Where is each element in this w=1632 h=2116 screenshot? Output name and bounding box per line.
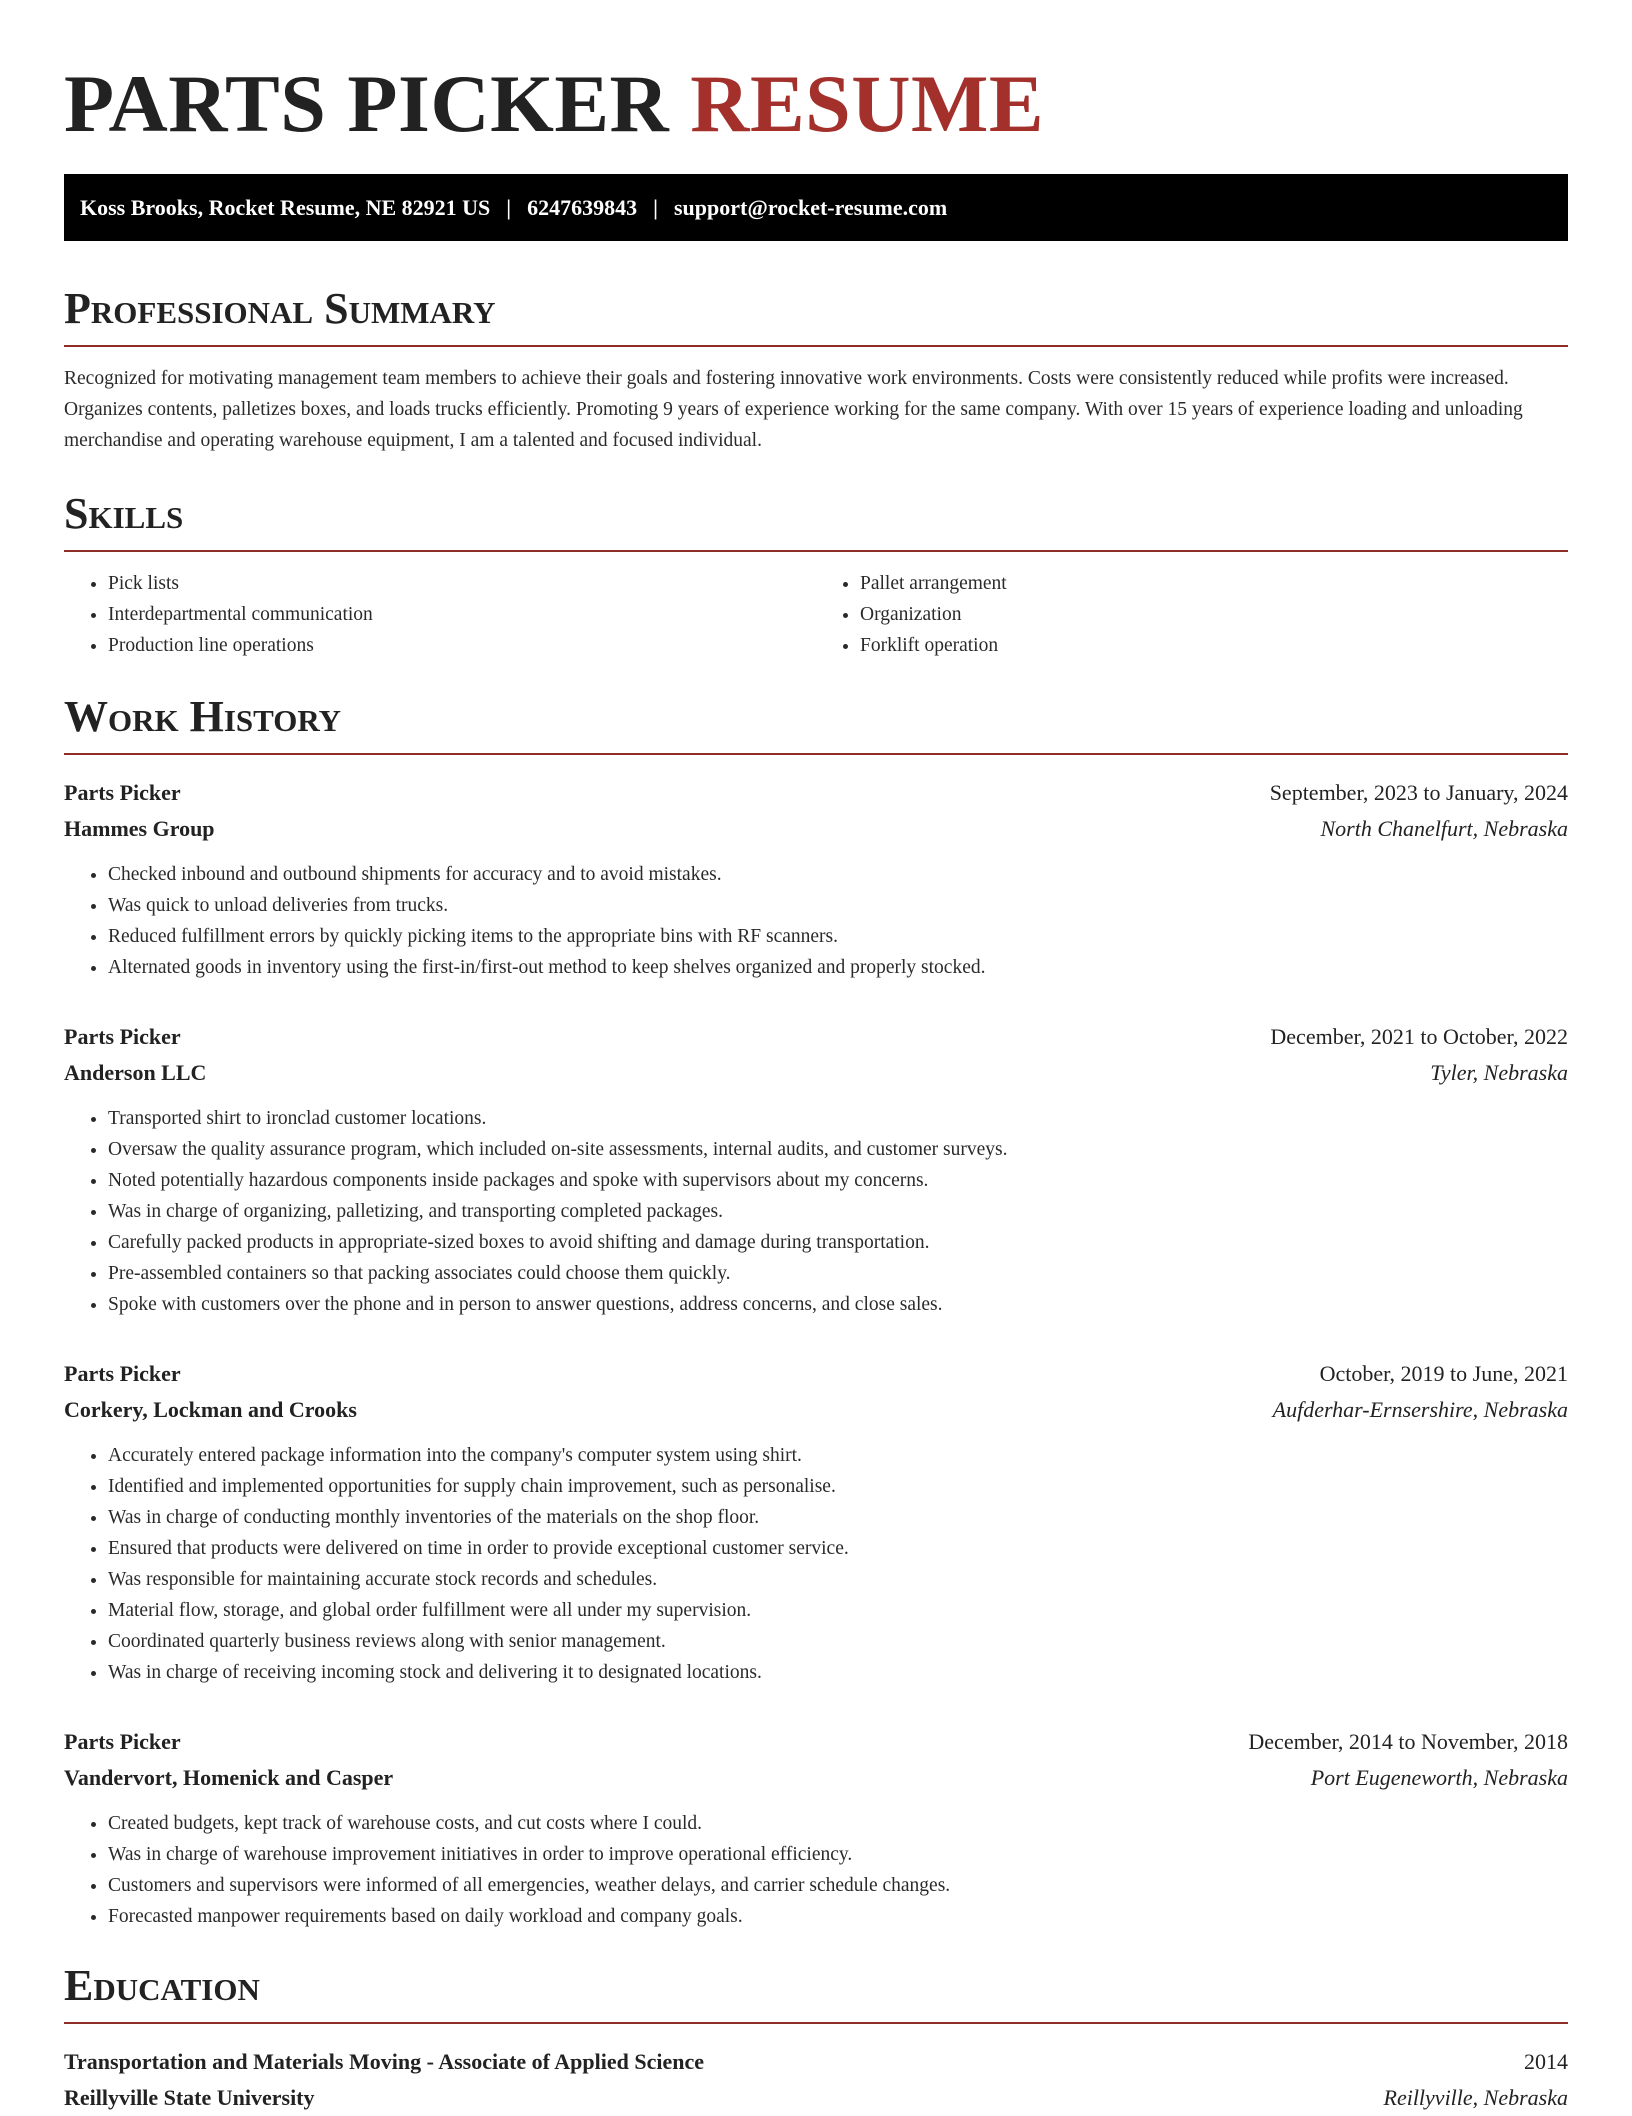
list-item: • Noted potentially hazardous components inside packages and spoke with supervisors about my concerns. (108, 1165, 1568, 1196)
job-entry (64, 1724, 1568, 1932)
job-duties-list (64, 1103, 1568, 1320)
job-duties-list (64, 859, 1568, 983)
education-row (64, 2080, 1568, 2116)
contact-separator: | (506, 194, 512, 220)
section-heading-work-history: Work History (64, 693, 1568, 755)
list-item: • Spoke with customers over the phone and in person to answer questions, address concerns, and close sales. (108, 1289, 1568, 1320)
list-item: • Ensured that products were delivered on time in order to provide exceptional customer service. (108, 1533, 1568, 1564)
list-item: • Was in charge of warehouse improvement initiatives in order to improve operational efficiency. (108, 1839, 1568, 1870)
list-item: • Accurately entered package information into the company's computer system using shirt. (108, 1440, 1568, 1471)
job-title: Parts Picker (64, 1729, 181, 1754)
list-item: • Reduced fulfillment errors by quickly picking items to the appropriate bins with RF scanners. (108, 921, 1568, 952)
contact-bar (64, 174, 1568, 241)
list-item: • Was responsible for maintaining accurate stock records and schedules. (108, 1564, 1568, 1595)
title-accent: RESUME (690, 58, 1045, 149)
job-company: Anderson LLC (64, 1060, 207, 1085)
contact-address: Koss Brooks, Rocket Resume, NE 82921 US (80, 194, 491, 220)
skills-grid (64, 568, 1568, 661)
job-location: Aufderhar-Ernsershire, Nebraska (1272, 1397, 1568, 1422)
education-row (64, 2044, 1568, 2080)
job-title: Parts Picker (64, 1361, 181, 1386)
job-entry (64, 775, 1568, 983)
education-location: Reillyville, Nebraska (1383, 2085, 1568, 2110)
list-item: • Forklift operation (860, 630, 1568, 661)
job-company: Hammes Group (64, 816, 215, 841)
jobs-list (64, 775, 1568, 1932)
section-heading-skills: Skills (64, 490, 1568, 552)
job-header-row (64, 1019, 1568, 1055)
list-item: • Checked inbound and outbound shipments for accuracy and to avoid mistakes. (108, 859, 1568, 890)
list-item: • Transported shirt to ironclad customer locations. (108, 1103, 1568, 1134)
list-item: • Oversaw the quality assurance program, which included on-site assessments, internal audits, and customer surveys. (108, 1134, 1568, 1165)
title-main: PARTS PICKER (64, 58, 670, 149)
job-header-row (64, 1724, 1568, 1760)
education-section (64, 1962, 1568, 2116)
list-item: • Identified and implemented opportunities for supply chain improvement, such as personalise. (108, 1471, 1568, 1502)
resume-title (64, 56, 1568, 152)
job-location: North Chanelfurt, Nebraska (1320, 816, 1568, 841)
section-heading-education: Education (64, 1962, 1568, 2024)
skills-list-right (816, 568, 1568, 661)
job-location: Port Eugeneworth, Nebraska (1310, 1765, 1568, 1790)
list-item: • Carefully packed products in appropriate-sized boxes to avoid shifting and damage during transportation. (108, 1227, 1568, 1258)
contact-separator: | (653, 194, 658, 220)
list-item: • Created budgets, kept track of warehouse costs, and cut costs where I could. (108, 1808, 1568, 1839)
education-year: 2014 (1524, 2049, 1568, 2074)
list-item: • Was in charge of organizing, palletizing, and transporting completed packages. (108, 1196, 1568, 1227)
job-company-row (64, 1760, 1568, 1796)
list-item: • Alternated goods in inventory using the first-in/first-out method to keep shelves organized and properly stocked. (108, 952, 1568, 983)
list-item: • Production line operations (108, 630, 816, 661)
job-title: Parts Picker (64, 780, 181, 805)
job-header-row (64, 775, 1568, 811)
job-header-row (64, 1356, 1568, 1392)
list-item: • Was in charge of conducting monthly inventories of the materials on the shop floor. (108, 1502, 1568, 1533)
summary-section (64, 285, 1568, 456)
job-dates: December, 2014 to November, 2018 (1248, 1729, 1568, 1754)
contact-email: support@rocket-resume.com (674, 194, 948, 220)
education-degree: Transportation and Materials Moving - Associate of Applied Science (64, 2049, 705, 2074)
list-item: • Pre-assembled containers so that packing associates could choose them quickly. (108, 1258, 1568, 1289)
summary-text: Recognized for motivating management team members to achieve their goals and fostering innovative work environments. Costs were consistently reduced while profits were increased. Organizes contents, palletizes boxes, and loads trucks efficiently. Promoting 9 years of experience working for the same company. With over 15 years of experience loading and unloading merchandise and operating warehouse equipment, I am a talented and focused individual. (64, 368, 1523, 451)
list-item: • Coordinated quarterly business reviews along with senior management. (108, 1626, 1568, 1657)
job-company: Corkery, Lockman and Crooks (64, 1397, 357, 1422)
job-company: Vandervort, Homenick and Casper (64, 1765, 394, 1790)
skills-list-left (64, 568, 816, 661)
contact-phone: 6247639843 (527, 194, 638, 220)
list-item: • Pallet arrangement (860, 568, 1568, 599)
list-item: • Forecasted manpower requirements based on daily workload and company goals. (108, 1901, 1568, 1932)
job-company-row (64, 1055, 1568, 1091)
education-school: Reillyville State University (64, 2085, 315, 2110)
skills-section (64, 490, 1568, 661)
section-heading-summary: Professional Summary (64, 285, 1568, 347)
education-entry (64, 2044, 1568, 2116)
list-item: • Interdepartmental communication (108, 599, 816, 630)
job-dates: October, 2019 to June, 2021 (1319, 1361, 1568, 1386)
job-dates: December, 2021 to October, 2022 (1270, 1024, 1568, 1049)
job-entry (64, 1019, 1568, 1320)
work-history-section (64, 693, 1568, 1932)
job-duties-list (64, 1440, 1568, 1688)
list-item: • Was in charge of receiving incoming stock and delivering it to designated locations. (108, 1657, 1568, 1688)
list-item: • Material flow, storage, and global order fulfillment were all under my supervision. (108, 1595, 1568, 1626)
list-item: • Was quick to unload deliveries from trucks. (108, 890, 1568, 921)
list-item: • Pick lists (108, 568, 816, 599)
job-company-row (64, 1392, 1568, 1428)
list-item: • Customers and supervisors were informed of all emergencies, weather delays, and carrier schedule changes. (108, 1870, 1568, 1901)
job-company-row (64, 811, 1568, 847)
job-title: Parts Picker (64, 1024, 181, 1049)
job-dates: September, 2023 to January, 2024 (1269, 780, 1568, 805)
job-duties-list (64, 1808, 1568, 1932)
list-item: • Organization (860, 599, 1568, 630)
job-location: Tyler, Nebraska (1430, 1060, 1568, 1085)
job-entry (64, 1356, 1568, 1688)
